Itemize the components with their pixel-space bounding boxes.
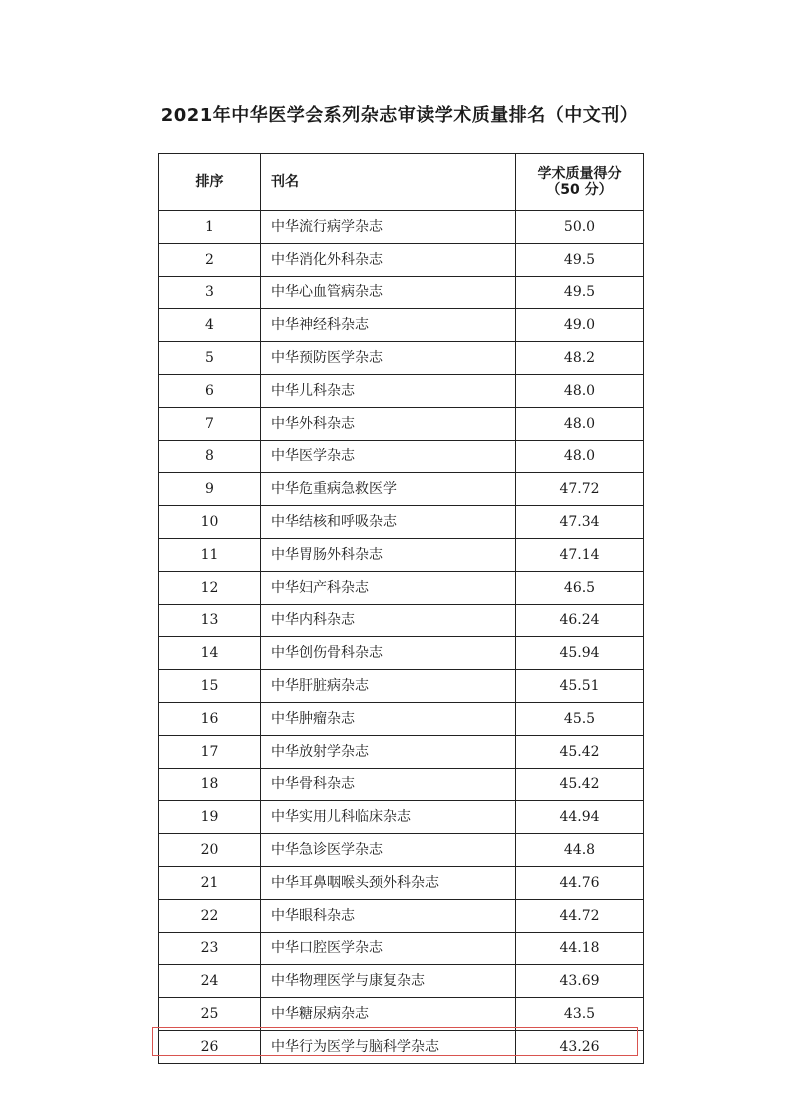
row-journal-name: 中华儿科杂志	[261, 374, 516, 407]
row-score: 48.0	[516, 440, 644, 473]
row-journal-name: 中华内科杂志	[261, 604, 516, 637]
row-score: 47.72	[516, 473, 644, 506]
row-rank: 6	[159, 374, 261, 407]
row-rank: 13	[159, 604, 261, 637]
table-row	[159, 866, 644, 899]
row-rank: 1	[159, 211, 261, 244]
row-rank: 2	[159, 243, 261, 276]
table-row	[159, 243, 644, 276]
row-rank: 24	[159, 965, 261, 998]
row-rank: 5	[159, 342, 261, 375]
table-row	[159, 637, 644, 670]
row-score: 50.0	[516, 211, 644, 244]
row-journal-name: 中华骨科杂志	[261, 768, 516, 801]
row-score: 45.51	[516, 670, 644, 703]
row-journal-name: 中华消化外科杂志	[261, 243, 516, 276]
row-journal-name: 中华预防医学杂志	[261, 342, 516, 375]
row-rank: 26	[159, 1030, 261, 1063]
row-score: 48.0	[516, 374, 644, 407]
table-row	[159, 506, 644, 539]
row-score: 44.18	[516, 932, 644, 965]
table-row	[159, 440, 644, 473]
row-rank: 12	[159, 571, 261, 604]
table-row	[159, 538, 644, 571]
row-rank: 17	[159, 735, 261, 768]
row-journal-name: 中华肝脏病杂志	[261, 670, 516, 703]
row-rank: 10	[159, 506, 261, 539]
table-row	[159, 932, 644, 965]
row-score: 44.72	[516, 899, 644, 932]
row-score: 45.42	[516, 768, 644, 801]
row-journal-name: 中华结核和呼吸杂志	[261, 506, 516, 539]
table-row	[159, 834, 644, 867]
table-row	[159, 735, 644, 768]
row-score: 43.69	[516, 965, 644, 998]
table-row	[159, 702, 644, 735]
row-score: 45.42	[516, 735, 644, 768]
table-header-row	[159, 154, 644, 211]
row-journal-name: 中华放射学杂志	[261, 735, 516, 768]
row-rank: 18	[159, 768, 261, 801]
row-rank: 7	[159, 407, 261, 440]
row-score: 43.5	[516, 998, 644, 1031]
row-journal-name: 中华危重病急救医学	[261, 473, 516, 506]
row-score: 44.76	[516, 866, 644, 899]
row-journal-name: 中华物理医学与康复杂志	[261, 965, 516, 998]
table-row	[159, 768, 644, 801]
row-journal-name: 中华妇产科杂志	[261, 571, 516, 604]
row-score: 43.26	[516, 1030, 644, 1063]
row-journal-name: 中华耳鼻咽喉头颈外科杂志	[261, 866, 516, 899]
row-journal-name: 中华心血管病杂志	[261, 276, 516, 309]
row-journal-name: 中华神经科杂志	[261, 309, 516, 342]
row-score: 47.14	[516, 538, 644, 571]
row-rank: 23	[159, 932, 261, 965]
table-row	[159, 374, 644, 407]
row-rank: 21	[159, 866, 261, 899]
row-score: 45.5	[516, 702, 644, 735]
row-journal-name: 中华实用儿科临床杂志	[261, 801, 516, 834]
table-row	[159, 899, 644, 932]
row-rank: 19	[159, 801, 261, 834]
row-score: 46.5	[516, 571, 644, 604]
row-journal-name: 中华眼科杂志	[261, 899, 516, 932]
row-rank: 16	[159, 702, 261, 735]
table-row	[159, 276, 644, 309]
row-rank: 4	[159, 309, 261, 342]
document-title: 2021年中华医学会系列杂志审读学术质量排名（中文刊）	[160, 105, 639, 126]
header-score-line2: （50 分）	[546, 182, 613, 198]
row-rank: 22	[159, 899, 261, 932]
row-rank: 3	[159, 276, 261, 309]
row-score: 46.24	[516, 604, 644, 637]
row-score: 47.34	[516, 506, 644, 539]
table-row	[159, 604, 644, 637]
row-rank: 8	[159, 440, 261, 473]
table-row	[159, 407, 644, 440]
row-score: 49.5	[516, 276, 644, 309]
row-journal-name: 中华创伤骨科杂志	[261, 637, 516, 670]
header-score-line1: 学术质量得分	[537, 166, 622, 182]
header-rank: 排序	[159, 154, 261, 211]
row-journal-name: 中华流行病学杂志	[261, 211, 516, 244]
row-score: 48.0	[516, 407, 644, 440]
table-body	[159, 211, 644, 1064]
row-journal-name: 中华肿瘤杂志	[261, 702, 516, 735]
table-row	[159, 965, 644, 998]
table-row	[159, 801, 644, 834]
table-row	[159, 473, 644, 506]
row-journal-name: 中华外科杂志	[261, 407, 516, 440]
row-rank: 20	[159, 834, 261, 867]
row-journal-name: 中华急诊医学杂志	[261, 834, 516, 867]
row-score: 48.2	[516, 342, 644, 375]
row-rank: 9	[159, 473, 261, 506]
table-row	[159, 342, 644, 375]
row-journal-name: 中华糖尿病杂志	[261, 998, 516, 1031]
row-journal-name: 中华胃肠外科杂志	[261, 538, 516, 571]
row-rank: 14	[159, 637, 261, 670]
header-score	[516, 154, 644, 211]
row-journal-name: 中华医学杂志	[261, 440, 516, 473]
row-score: 45.94	[516, 637, 644, 670]
row-journal-name: 中华行为医学与脑科学杂志	[261, 1030, 516, 1063]
row-score: 44.8	[516, 834, 644, 867]
table-row	[159, 309, 644, 342]
table-row	[159, 571, 644, 604]
table-row	[159, 211, 644, 244]
row-score: 49.5	[516, 243, 644, 276]
header-journal-name: 刊名	[261, 154, 516, 211]
row-rank: 15	[159, 670, 261, 703]
row-score: 44.94	[516, 801, 644, 834]
row-journal-name: 中华口腔医学杂志	[261, 932, 516, 965]
row-rank: 25	[159, 998, 261, 1031]
row-rank: 11	[159, 538, 261, 571]
table-row	[159, 670, 644, 703]
table-row	[159, 1030, 644, 1063]
row-score: 49.0	[516, 309, 644, 342]
ranking-table	[158, 153, 644, 1064]
table-row	[159, 998, 644, 1031]
